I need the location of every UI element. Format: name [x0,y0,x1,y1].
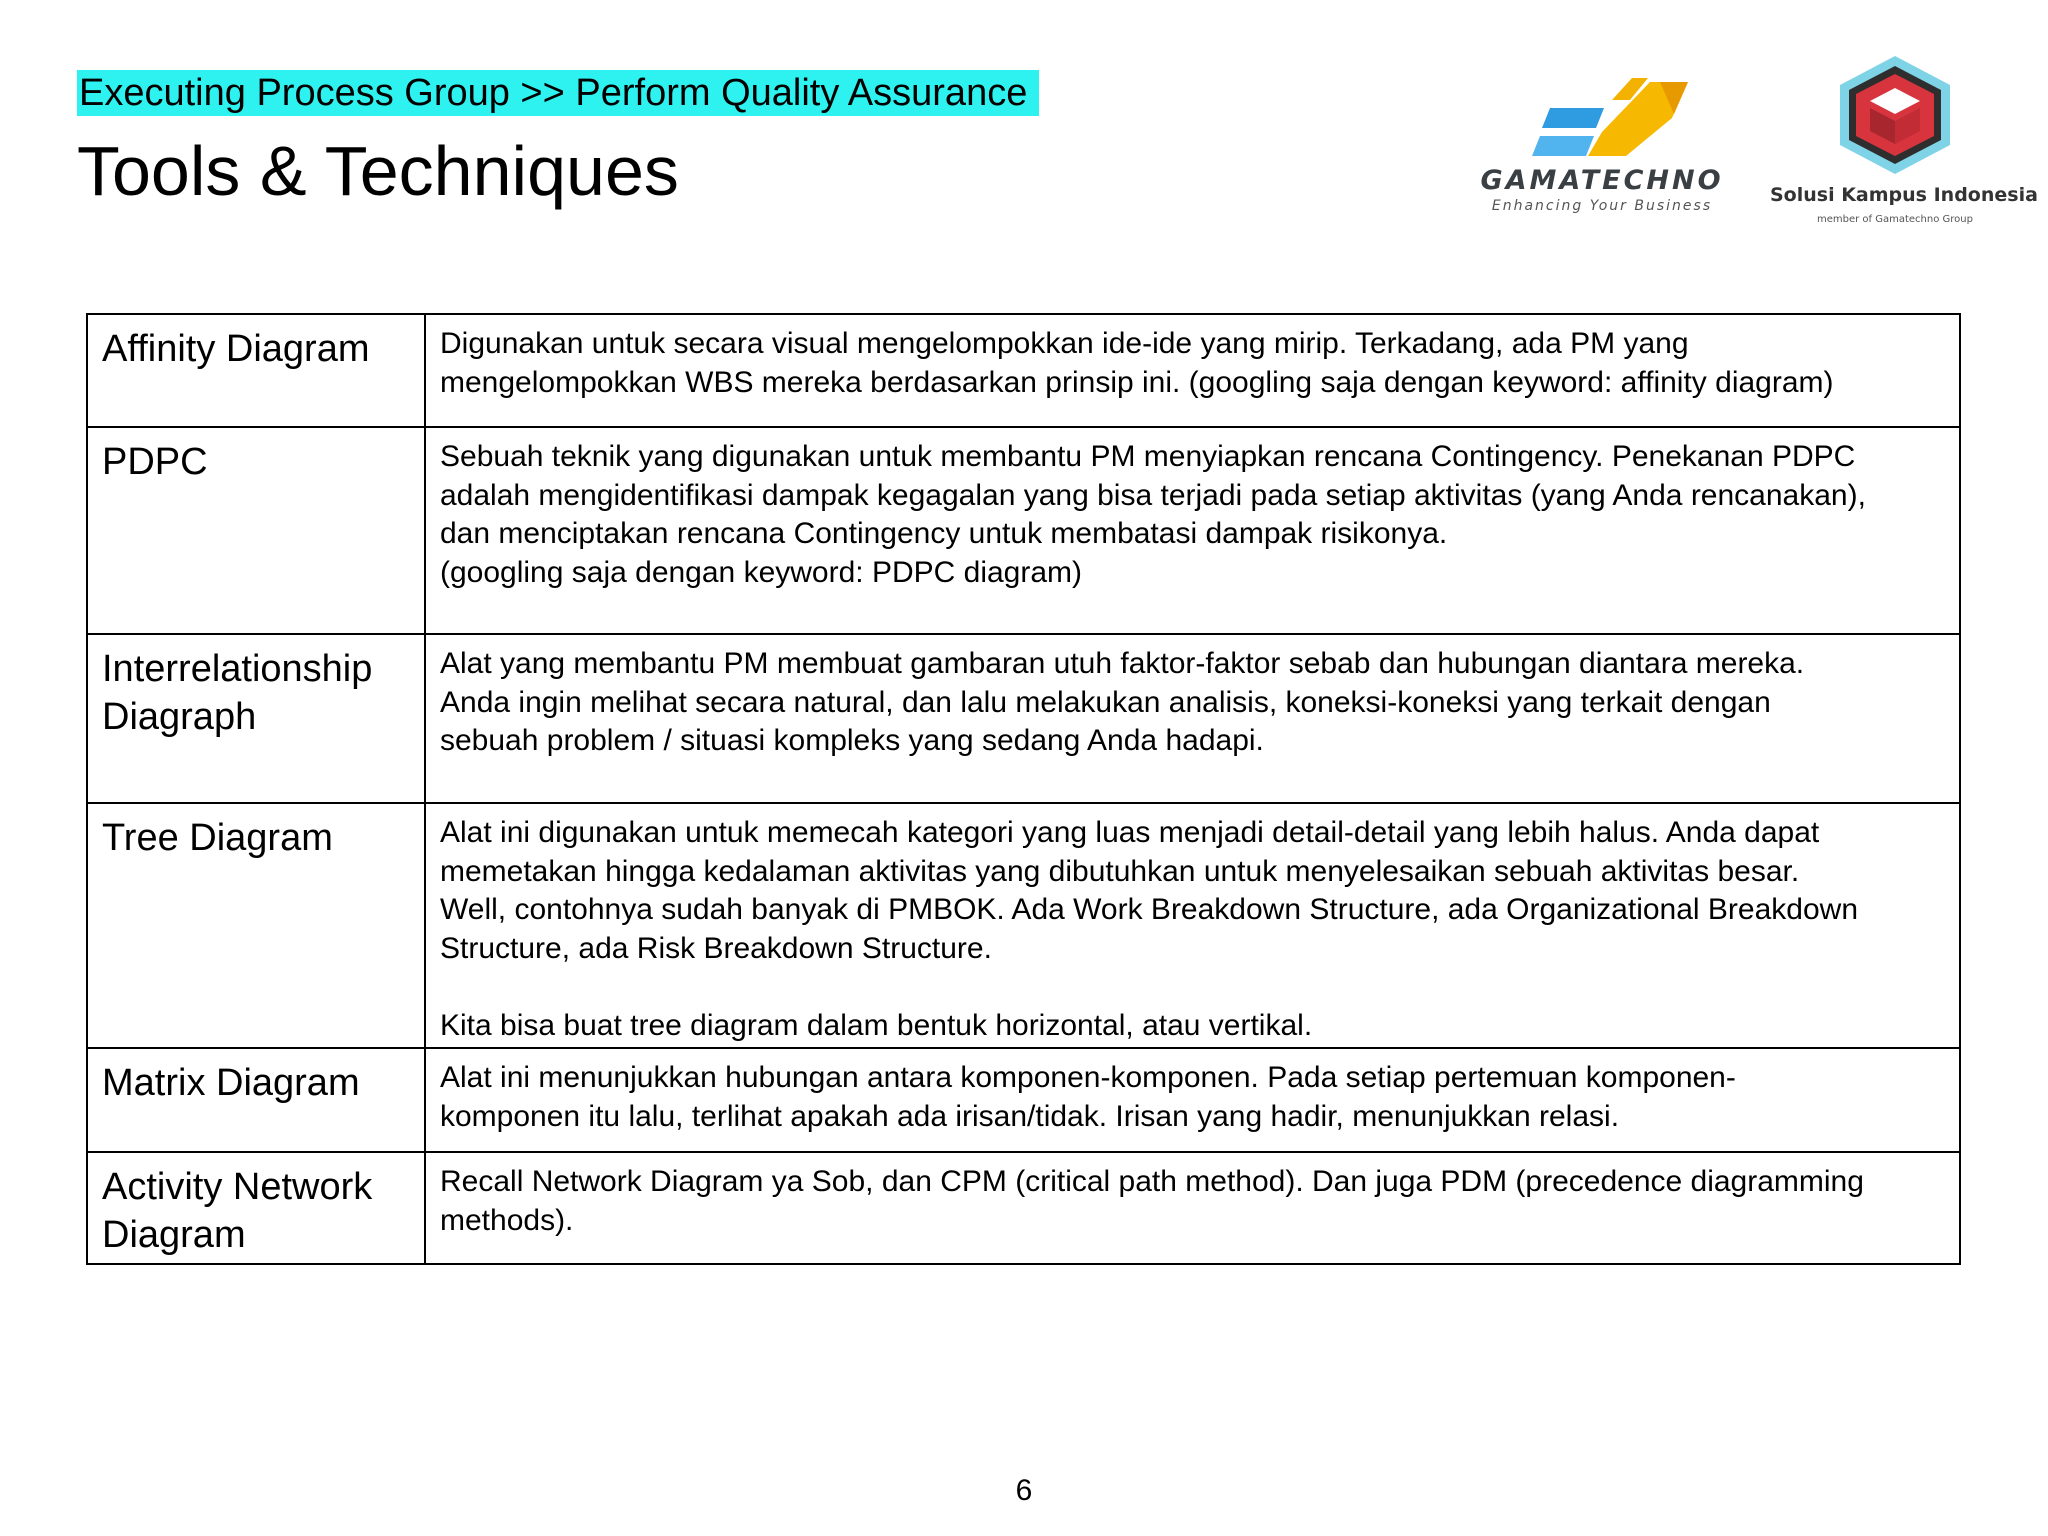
description-line: Anda ingin melihat secara natural, dan lalu melakukan analisis, koneksi-koneksi yang terkait dengan [440,685,1771,719]
gamatechno-logo [1462,70,1742,230]
table-row [87,427,1960,634]
term-label: Activity Network [102,1166,373,1208]
term-label: Affinity Diagram [102,328,370,370]
description-line: Kita bisa buat tree diagram dalam bentuk horizontal, atau vertikal. [440,1008,1313,1042]
term-cell [87,314,425,427]
table-row [87,1152,1960,1264]
term-label: Interrelationship [102,648,373,690]
ski-logo [1770,52,2038,232]
page-number: 6 [1015,1474,1033,1507]
description-line: sebuah problem / situasi kompleks yang sedang Anda hadapi. [440,724,1264,757]
description-cell [425,634,1960,803]
description-line: Alat ini digunakan untuk memecah kategori yang luas menjadi detail-detail yang lebih halus. Anda dapat [440,816,1820,849]
description-line: methods). [440,1203,574,1237]
gamatechno-mark-icon [1462,70,1742,165]
description-line: Recall Network Diagram ya Sob, dan CPM (critical path method). Dan juga PDM (precedence diagramming [440,1165,1864,1198]
ski-hexagon-icon [1770,52,2020,182]
term-cell [87,803,425,1048]
term-label: Diagram [102,1214,246,1256]
description-cell [425,314,1960,427]
tools-table [86,313,1961,1265]
ski-name: Solusi Kampus Indonesia [1770,184,2038,206]
term-label: Matrix Diagram [102,1062,360,1104]
term-label: PDPC [102,441,208,483]
description-line: Alat yang membantu PM membuat gambaran utuh faktor-faktor sebab dan hubungan diantara mereka. [440,647,1805,680]
term-cell [87,1048,425,1152]
ski-subtitle: member of Gamatechno Group [1817,214,1973,225]
term-label: Tree Diagram [102,817,333,859]
description-spacer [440,968,1951,1007]
description-line: Structure, ada Risk Breakdown Structure. [440,931,992,965]
description-cell [425,1152,1960,1264]
description-cell [425,1048,1960,1152]
term-cell [87,1152,425,1264]
description-line: adalah mengidentifikasi dampak kegagalan yang bisa terjadi pada setiap aktivitas (yang Anda rencanakan), [440,478,1866,512]
table-row [87,803,1960,1048]
table-row [87,314,1960,427]
description-line: dan menciptakan rencana Contingency untuk membatasi dampak risikonya. [440,517,1448,550]
term-cell [87,427,425,634]
description-line: Well, contohnya sudah banyak di PMBOK. Ada Work Breakdown Structure, ada Organizational Breakdown [440,893,1858,926]
page-title: Tools & Techniques [77,132,679,210]
description-cell [425,803,1960,1048]
table-row [87,1048,1960,1152]
table-row [87,634,1960,803]
description-cell [425,427,1960,634]
description-line: memetakan hingga kedalaman aktivitas yang dibutuhkan untuk menyelesaikan sebuah aktivitas besar. [440,854,1800,888]
breadcrumb: Executing Process Group >> Perform Quality Assurance [77,70,1039,116]
term-cell [87,634,425,803]
gamatechno-tagline: Enhancing Your Business [1491,198,1713,214]
description-line: mengelompokkan WBS mereka berdasarkan prinsip ini. (googling saja dengan keyword: affinity diagram) [440,365,1834,399]
description-line: Alat ini menunjukkan hubungan antara komponen-komponen. Pada setiap pertemuan komponen- [440,1061,1736,1094]
description-line: Digunakan untuk secara visual mengelompokkan ide-ide yang mirip. Terkadang, ada PM yang [440,327,1689,360]
description-line: Sebuah teknik yang digunakan untuk membantu PM menyiapkan rencana Contingency. Penekanan PDPC [440,440,1856,473]
description-line: komponen itu lalu, terlihat apakah ada irisan/tidak. Irisan yang hadir, menunjukkan relasi. [440,1099,1620,1133]
description-line: (googling saja dengan keyword: PDPC diagram) [440,555,1083,589]
gamatechno-name: GAMATECHNO [1480,165,1724,196]
term-label: Diagraph [102,696,257,738]
